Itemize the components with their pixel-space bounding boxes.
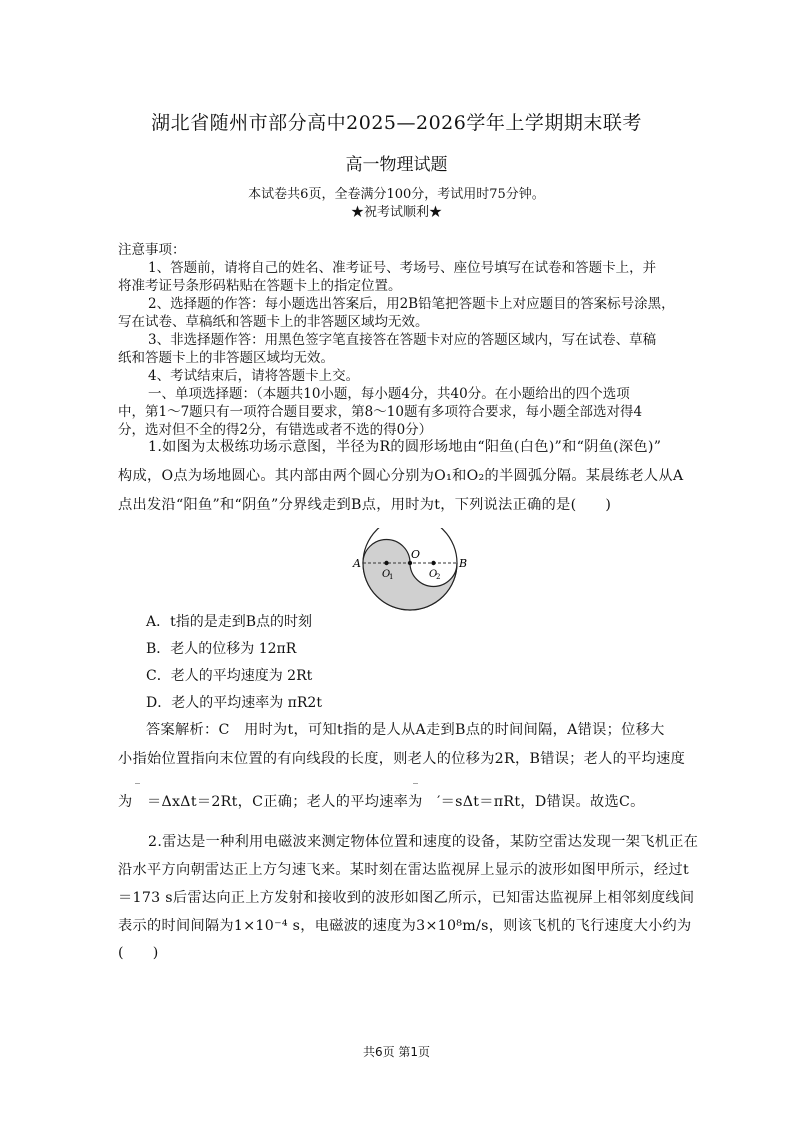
q2-stem: ( ) (118, 945, 159, 961)
label-o2-sub: 2 (436, 573, 441, 581)
o-point (408, 561, 412, 565)
q2-stem: 2.雷达是一种利用电磁波来测定物体位置和速度的设备，某防空雷达发现一架飞机正在 (148, 834, 699, 850)
page-footer: 共6页 第1页 (362, 1045, 431, 1059)
q1-option-a: A．t指的是走到B点的时刻 (146, 614, 313, 630)
notice-line: 将准考证号条形码粘贴在答题卡上的指定位置。 (118, 278, 402, 294)
notice-line: 写在试卷、草稿纸和答题卡上的非答题区域均无效。 (118, 314, 429, 330)
section-line: 分，选对但不全的得2分，有错选或者不选的得0分） (118, 422, 433, 438)
q1-option-d: D．老人的平均速率为 πR2t (146, 695, 322, 711)
q2-stem: 沿水平方向朝雷达正上方匀速飞来。某时刻在雷达监视屏上显示的波形如图甲所示，经过t (118, 862, 690, 878)
notice-line: 3、非选择题作答：用黑色签字笔直接答在答题卡对应的答题区域内，写在试卷、草稿 (148, 332, 657, 348)
o2-point (431, 561, 435, 565)
q1-stem: 1.如图为太极练功场示意图，半径为R的圆形场地由“阳鱼(白色)”和“阴鱼(深色)” (148, 439, 662, 455)
notice-line: 1、答题前，请将自己的姓名、准考证号、考场号、座位号填写在试卷和答题卡上，并 (148, 260, 657, 276)
average-velocity-bar: _ (135, 773, 140, 784)
average-speed-bar: _ (413, 773, 418, 784)
label-b: B (459, 557, 468, 570)
o1-point (384, 561, 388, 565)
q2-stem: ＝173 s后雷达向正上方发射和接收到的波形如图乙所示，已知雷达监视屏上相邻刻度线间 (118, 890, 695, 906)
q1-option-b: B．老人的位移为 12πR (146, 641, 297, 657)
page-subtitle: 高一物理试题 (345, 155, 448, 175)
q1-analysis: 小指始位置指向末位置的有向线段的长度，则老人的位移为2R，B错误；老人的平均速度 (118, 751, 686, 767)
section-line: 中，第1～7题只有一项符合题目要求，第8～10题有多项符合要求，每小题全部选对得4 (118, 404, 643, 420)
q2-stem: 表示的时间间隔为1×10⁻⁴ s，电磁波的速度为3×10⁸m/s，则该飞机的飞行速度大小约为 (118, 918, 692, 934)
page-title: 湖北省随州市部分高中2025—2026学年上学期期末联考 (151, 112, 642, 134)
q1-analysis: 为 ＝ΔxΔt＝2Rt，C正确；老人的平均速率为 ′＝sΔt＝πRt，D错误。故选C。 (118, 794, 645, 810)
label-a: A (353, 557, 361, 570)
exam-wish: ★祝考试顺利★ (350, 205, 442, 220)
exam-meta: 本试卷共6页，全卷满分100分，考试用时75分钟。 (248, 187, 545, 202)
notice-line: 4、考试结束后，请将答题卡上交。 (148, 368, 360, 384)
label-o1: O (382, 569, 391, 580)
q1-stem: 构成，O点为场地圆心。其内部由两个圆心分别为O₁和O₂的半圆弧分隔。某晨练老人从A (118, 468, 684, 484)
label-o: O (411, 548, 421, 561)
q1-stem: 点出发沿“阳鱼”和“阴鱼”分界线走到B点，用时为t，下列说法正确的是( ) (118, 497, 612, 513)
label-o1-sub: 1 (389, 573, 394, 581)
q1-analysis: 答案解析：C 用时为t，可知t指的是人从A走到B点的时间间隔，A错误；位移大 (146, 722, 665, 738)
q1-option-c: C．老人的平均速度为 2Rt (146, 668, 313, 684)
taiji-figure (348, 528, 472, 616)
label-o2: O (429, 569, 438, 580)
notice-heading: 注意事项： (118, 242, 186, 258)
section-heading: 一、单项选择题：（本题共10小题，每小题4分，共40分。在小题给出的四个选项 (148, 386, 630, 402)
notice-line: 纸和答题卡上的非答题区域均无效。 (118, 350, 334, 366)
notice-line: 2、选择题的作答：每小题选出答案后，用2B铅笔把答题卡上对应题目的答案标号涂黑， (148, 296, 675, 312)
